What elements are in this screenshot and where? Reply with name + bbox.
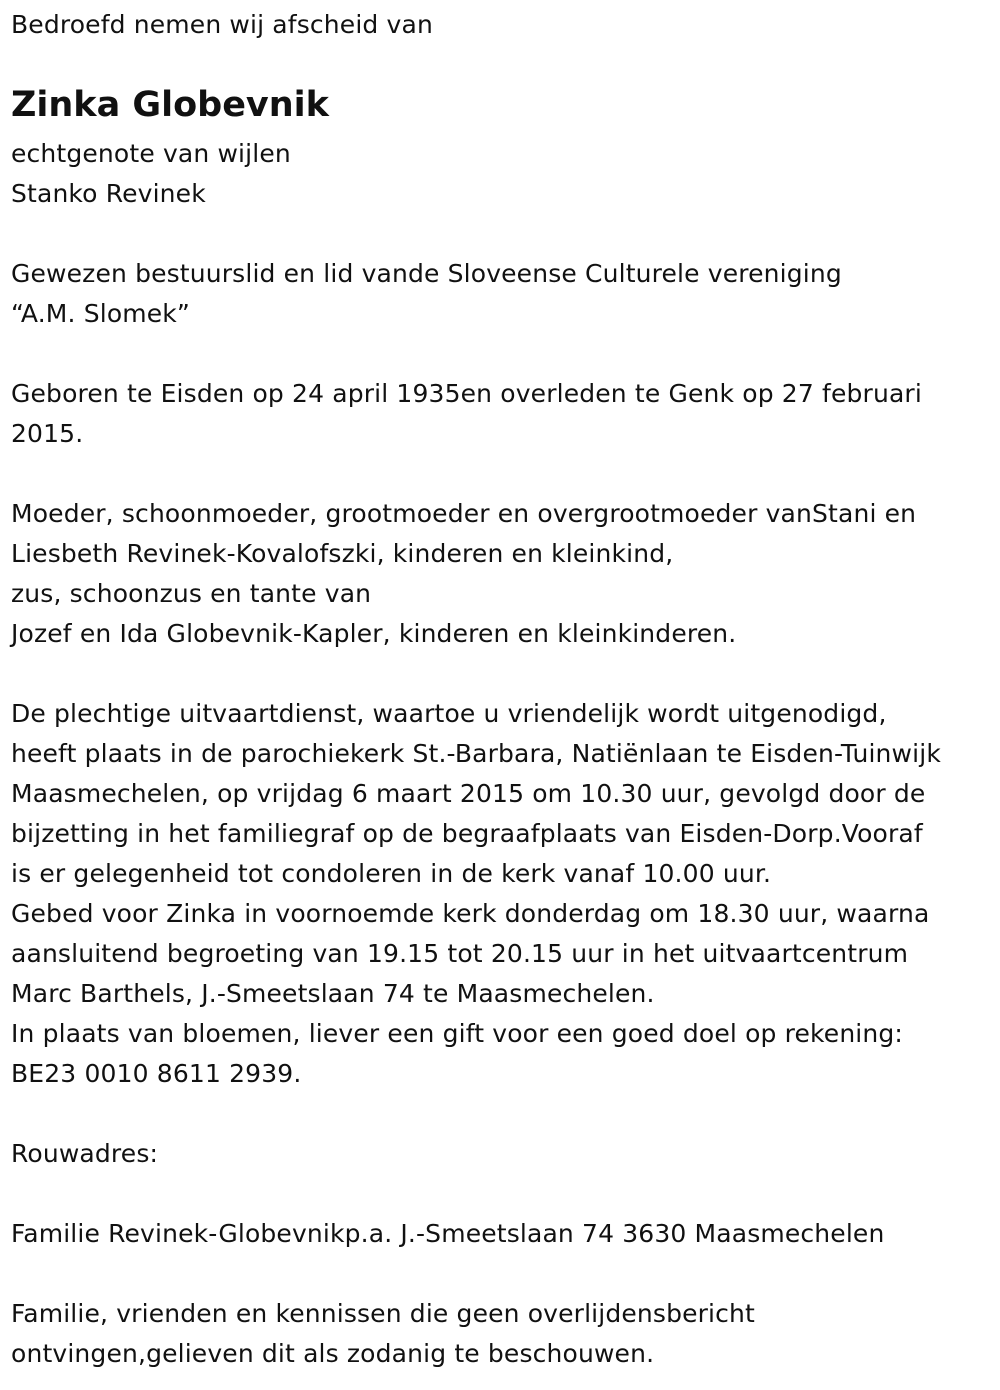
address-label: Rouwadres: [11, 1139, 159, 1168]
service-line: is er gelegenheid tot condoleren in de kerk vanaf 10.00 uur. [11, 859, 772, 888]
deceased-name: Zinka Globevnik [11, 85, 329, 125]
membership-line: Gewezen bestuurslid en lid vande Sloveense Culturele vereniging [11, 259, 842, 288]
intro-text: Bedroefd nemen wij afscheid van [11, 10, 433, 39]
closing-line: Familie, vrienden en kennissen die geen overlijdensbericht [11, 1299, 755, 1328]
family-line: Jozef en Ida Globevnik-Kapler, kinderen en kleinkinderen. [11, 619, 737, 648]
closing-line: ontvingen,gelieven dit als zodanig te beschouwen. [11, 1339, 655, 1368]
spouse-line: Stanko Revinek [11, 179, 206, 208]
service-line: heeft plaats in de parochiekerk St.-Barbara, Natiënlaan te Eisden-Tuinwijk [11, 739, 941, 768]
service-line: BE23 0010 8611 2939. [11, 1059, 302, 1088]
spouse-line: echtgenote van wijlen [11, 139, 291, 168]
service-line: In plaats van bloemen, liever een gift voor een goed doel op rekening: [11, 1019, 903, 1048]
family-line: zus, schoonzus en tante van [11, 579, 372, 608]
service-line: Marc Barthels, J.-Smeetslaan 74 te Maasmechelen. [11, 979, 655, 1008]
service-line: Gebed voor Zinka in voornoemde kerk donderdag om 18.30 uur, waarna [11, 899, 930, 928]
mourning-address: Familie Revinek-Globevnikp.a. J.-Smeetslaan 74 3630 Maasmechelen [11, 1219, 885, 1248]
service-line: Maasmechelen, op vrijdag 6 maart 2015 om 10.30 uur, gevolgd door de [11, 779, 926, 808]
family-line: Liesbeth Revinek-Kovalofszki, kinderen en kleinkind, [11, 539, 674, 568]
birth-death-line: Geboren te Eisden op 24 april 1935en overleden te Genk op 27 februari [11, 379, 922, 408]
service-line: De plechtige uitvaartdienst, waartoe u vriendelijk wordt uitgenodigd, [11, 699, 887, 728]
service-line: bijzetting in het familiegraf op de begraafplaats van Eisden-Dorp.Vooraf [11, 819, 923, 848]
membership-line: “A.M. Slomek” [11, 299, 191, 328]
birth-death-line: 2015. [11, 419, 84, 448]
family-line: Moeder, schoonmoeder, grootmoeder en overgrootmoeder vanStani en [11, 499, 917, 528]
service-line: aansluitend begroeting van 19.15 tot 20.15 uur in het uitvaartcentrum [11, 939, 909, 968]
